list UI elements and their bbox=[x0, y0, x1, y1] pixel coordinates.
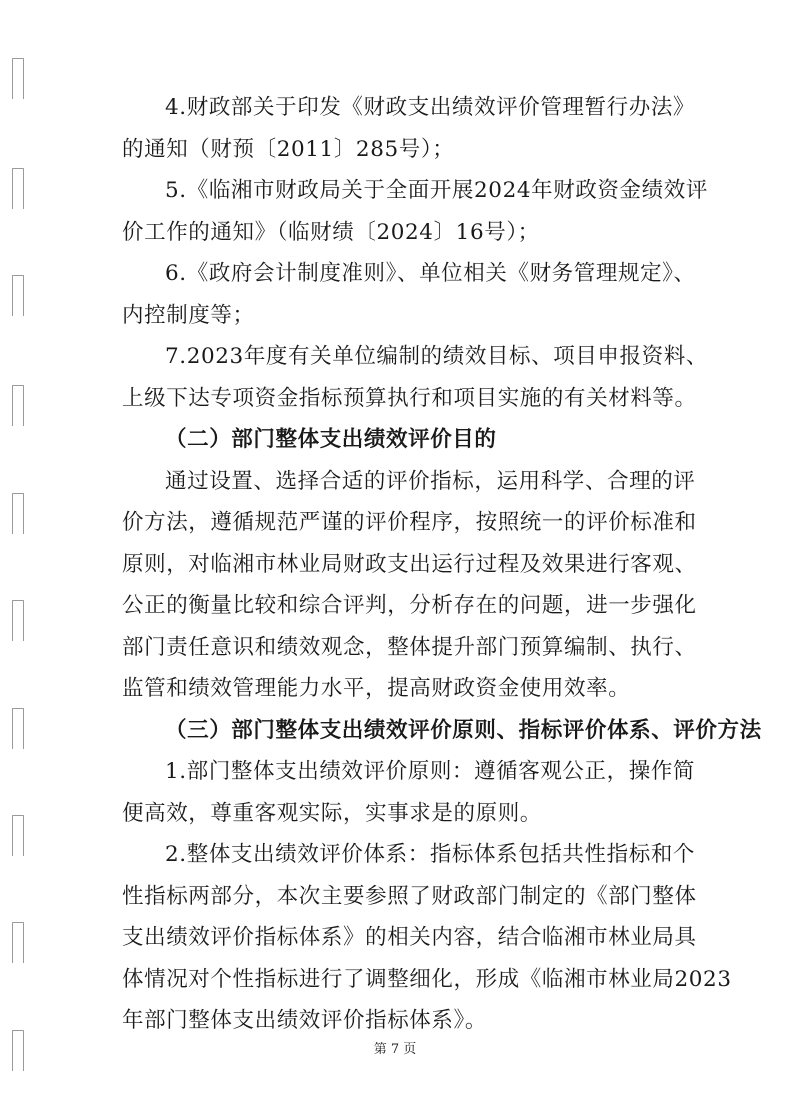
paragraph-line: 监管和绩效管理能力水平，提高财政资金使用效率。 bbox=[122, 676, 631, 701]
paragraph-line: 2.整体支出绩效评价体系：指标体系包括共性指标和个 bbox=[165, 842, 696, 867]
list-item-6-line1: 6.《政府会计制度准则》、单位相关《财务管理规定》、 bbox=[165, 261, 696, 286]
binding-hole bbox=[12, 815, 24, 856]
list-item-5-line2: 价工作的通知》（临财绩〔2024〕16号）； bbox=[122, 219, 540, 245]
binding-hole bbox=[12, 493, 24, 534]
page-number: 第 7 页 bbox=[373, 1042, 417, 1057]
section-heading-3: （三）部门整体支出绩效评价原则、指标评价体系、评价方法 bbox=[165, 717, 762, 743]
paragraph-line: 原则，对临湘市林业局财政支出运行过程及效果进行客观、 bbox=[122, 551, 697, 577]
binding-hole bbox=[12, 385, 24, 426]
binding-hole bbox=[12, 708, 24, 749]
document-body bbox=[122, 87, 762, 1042]
binding-hole bbox=[12, 600, 24, 641]
list-item-5-line1: 5.《临湘市财政局关于全面开展2024年财政资金绩效评 bbox=[165, 178, 708, 203]
paragraph-line: 支出绩效评价指标体系》的相关内容，结合临湘市林业局具 bbox=[122, 925, 697, 950]
binding-hole bbox=[12, 58, 24, 99]
binding-hole bbox=[12, 275, 24, 316]
list-item-4-line1: 4.财政部关于印发《财政支出绩效评价管理暂行办法》 bbox=[165, 95, 696, 120]
paragraph-line: 体情况对个性指标进行了调整细化，形成《临湘市林业局2023 bbox=[122, 966, 732, 992]
list-item-6-line2: 内控制度等； bbox=[122, 302, 255, 328]
paragraph-line: 部门责任意识和绩效观念，整体提升部门预算编制、执行、 bbox=[122, 634, 697, 660]
binding-hole bbox=[12, 168, 24, 209]
paragraph-line: 性指标两部分，本次主要参照了财政部门制定的《部门整体 bbox=[122, 883, 697, 909]
binding-holes bbox=[8, 0, 30, 1120]
binding-hole bbox=[12, 922, 24, 963]
section-heading-2: （二）部门整体支出绩效评价目的 bbox=[165, 427, 497, 452]
paragraph-line: 公正的衡量比较和综合评判，分析存在的问题，进一步强化 bbox=[122, 593, 697, 618]
paragraph-line: 价方法，遵循规范严谨的评价程序，按照统一的评价标准和 bbox=[122, 510, 697, 535]
paragraph-line: 便高效，尊重客观实际，实事求是的原则。 bbox=[122, 800, 542, 826]
paragraph-line: 通过设置、选择合适的评价指标，运用科学、合理的评 bbox=[165, 468, 696, 494]
list-item-7-line1: 7.2023年度有关单位编制的绩效目标、项目申报资料、 bbox=[165, 344, 708, 369]
list-item-4-line2: 的通知（财预〔2011〕285号）； bbox=[122, 136, 455, 162]
paragraph-line: 1.部门整体支出绩效评价原则：遵循客观公正，操作简 bbox=[165, 759, 696, 784]
list-item-7-line2: 上级下达专项资金指标预算执行和项目实施的有关材料等。 bbox=[122, 385, 697, 411]
paragraph-line: 年部门整体支出绩效评价指标体系》。 bbox=[122, 1008, 487, 1033]
